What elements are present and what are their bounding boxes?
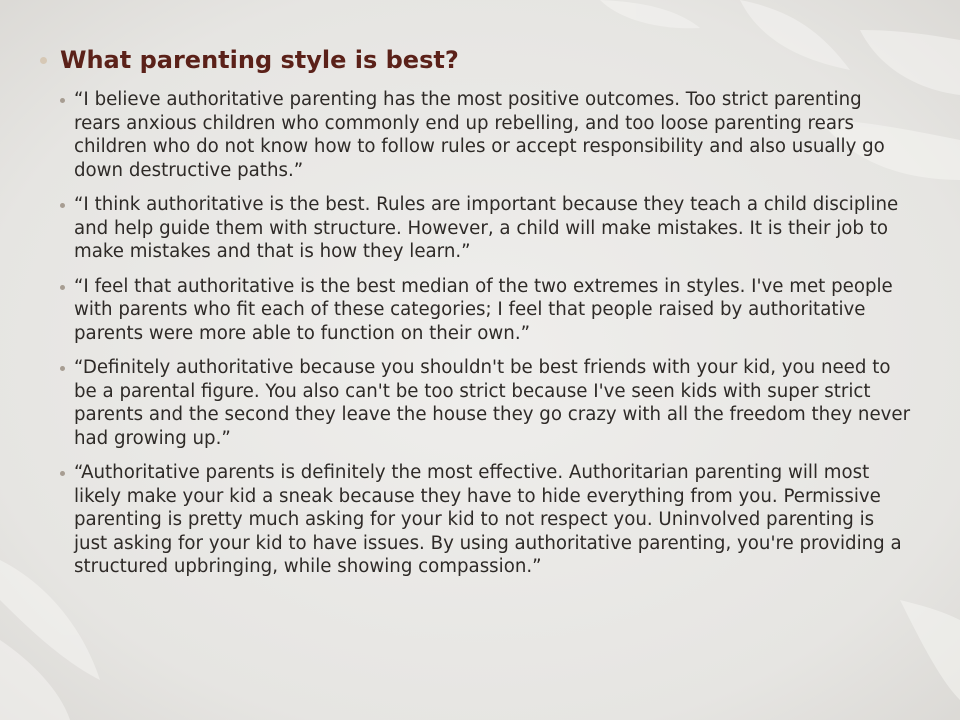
- quote-bullet: [60, 203, 65, 208]
- quote-item: [40, 88, 912, 182]
- quote-bullet: [60, 98, 65, 103]
- quote-item: [40, 193, 912, 264]
- quote-item: [40, 356, 912, 450]
- slide-content: [40, 44, 920, 590]
- quote-text: “I believe authoritative parenting has the most positive outcomes. Too strict parenting rears anxious children who commonly end up rebelling, and too loose parenting rears children who do not know how to follow rules or accept responsibility and also usually go down destructive paths.”: [74, 89, 885, 181]
- heading-row: [40, 44, 920, 76]
- quote-list: [40, 88, 920, 579]
- quote-item: [40, 275, 912, 346]
- quote-text: “Definitely authoritative because you shouldn't be best friends with your kid, you need to be a parental figure. You also can't be too strict because I've seen kids with super strict parents and the second they leave the house they go crazy with all the freedom they never had growing up.”: [74, 357, 911, 449]
- quote-bullet: [60, 471, 65, 476]
- quote-text: “I feel that authoritative is the best median of the two extremes in styles. I've met people with parents who fit each of these categories; I feel that people raised by authoritative parents were more able to function on their own.”: [74, 275, 893, 344]
- slide-heading: What parenting style is best?: [60, 46, 459, 74]
- heading-bullet: [40, 57, 47, 64]
- quote-item: [40, 461, 912, 579]
- quote-text: “Authoritative parents is definitely the most effective. Authoritarian parenting will most likely make your kid a sneak because they have to hide everything from you. Permissive parenting is pretty much asking for your kid to not respect you. Uninvolved parenting is just asking for your kid to have issues. By using authoritative parenting, you're providing a structured upbringing, while showing compassion.”: [74, 462, 902, 577]
- quote-text: “I think authoritative is the best. Rules are important because they teach a child discipline and help guide them with structure. However, a child will make mistakes. It is their job to make mistakes and that is how they learn.”: [74, 194, 899, 262]
- quote-bullet: [60, 285, 65, 290]
- quote-bullet: [60, 366, 65, 371]
